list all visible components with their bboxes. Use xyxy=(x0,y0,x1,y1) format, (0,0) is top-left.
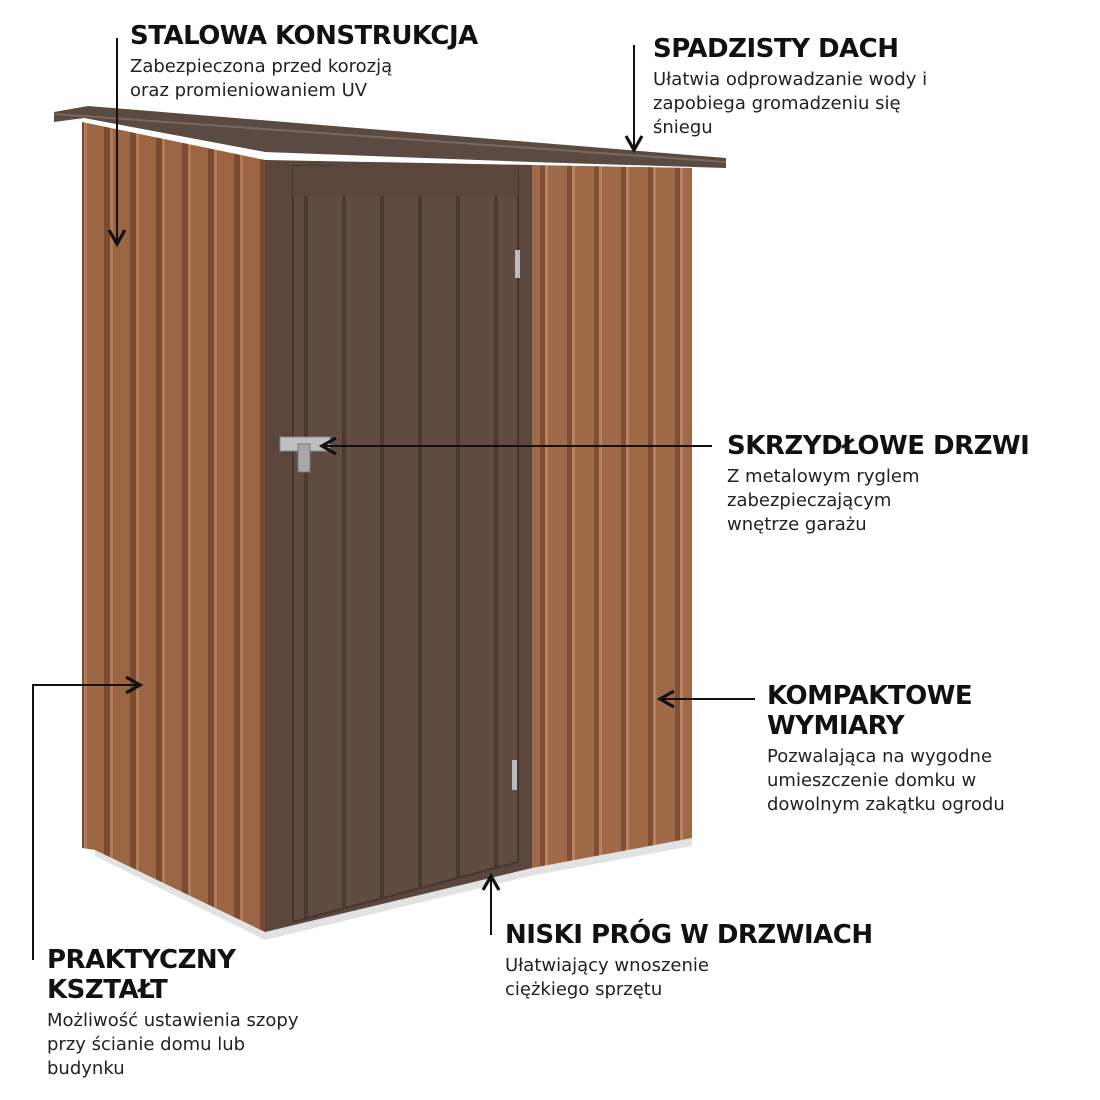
callout-line: oraz promieniowaniem UV xyxy=(130,80,368,101)
callout-title xyxy=(47,945,298,1005)
callout-text xyxy=(767,745,1005,817)
callout-line: Ułatwiający wnoszenie xyxy=(505,955,709,976)
callout-line: zapobiega gromadzeniu się xyxy=(653,93,901,114)
callout-line: Możliwość ustawienia szopy xyxy=(47,1010,299,1031)
shed-left-wall xyxy=(82,122,265,932)
callout-line: zabezpieczającym xyxy=(727,490,892,511)
callout-line: przy ścianie domu lub xyxy=(47,1034,246,1055)
callout-title: NISKI PRÓG W DRZWIACH xyxy=(505,920,873,950)
callout-line: Z metalowym ryglem xyxy=(727,466,920,487)
door-hinge-top xyxy=(515,250,520,278)
shed-door xyxy=(293,166,518,922)
callout-text xyxy=(505,954,873,1002)
callout-line: Zabezpieczona przed korozją xyxy=(130,56,393,77)
callout-sloped-roof xyxy=(653,34,927,140)
callout-title: STALOWA KONSTRUKCJA xyxy=(130,21,478,51)
callout-swing-door xyxy=(727,431,1029,537)
callout-line: ciężkiego sprzętu xyxy=(505,979,663,1000)
callout-line: wnętrze garażu xyxy=(727,514,867,535)
callout-practical-shape xyxy=(47,945,298,1081)
callout-title-line: KSZTAŁT xyxy=(47,975,168,1005)
door-hinge-bottom xyxy=(512,760,517,790)
callout-title xyxy=(767,681,1005,741)
callout-title-line: KOMPAKTOWE xyxy=(767,681,973,711)
callout-line: budynku xyxy=(47,1058,125,1079)
callout-title-line: WYMIARY xyxy=(767,711,905,741)
callout-text xyxy=(727,465,1029,537)
callout-low-threshold xyxy=(505,920,873,1002)
callout-line: śniegu xyxy=(653,117,713,138)
callout-text xyxy=(653,68,927,140)
callout-compact-size xyxy=(767,681,1005,817)
callout-title: SKRZYDŁOWE DRZWI xyxy=(727,431,1030,461)
door-top-panel xyxy=(293,166,518,196)
callout-text xyxy=(47,1009,298,1081)
callout-text xyxy=(130,55,478,103)
callout-title: SPADZISTY DACH xyxy=(653,34,899,64)
callout-line: Ułatwia odprowadzanie wody i xyxy=(653,69,928,90)
callout-line: dowolnym zakątku ogrodu xyxy=(767,794,1005,815)
callout-line: Pozwalająca na wygodne xyxy=(767,746,993,767)
shed-right-wall xyxy=(532,165,692,868)
callout-line: umieszczenie domku w xyxy=(767,770,977,791)
callout-steel-construction xyxy=(130,21,478,103)
callout-title-line: PRAKTYCZNY xyxy=(47,945,236,975)
